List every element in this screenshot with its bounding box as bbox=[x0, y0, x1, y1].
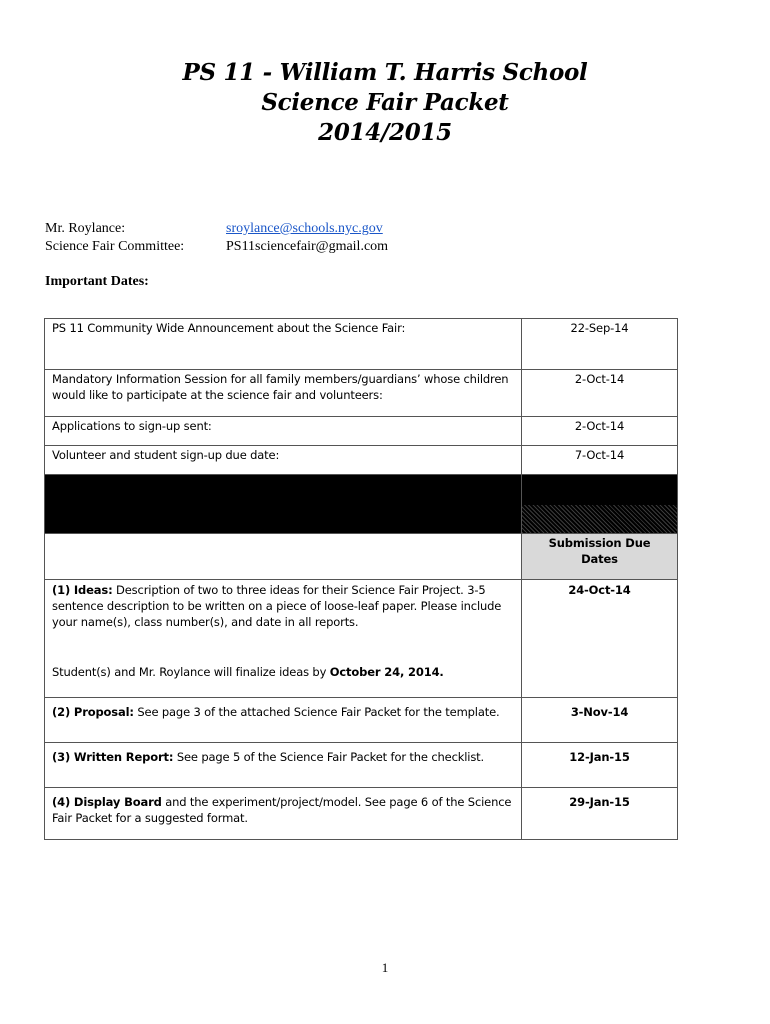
ideas-description bbox=[45, 580, 522, 656]
email-link[interactable]: sroylance@schools.nyc.gov bbox=[226, 221, 383, 236]
finalize-note bbox=[45, 656, 522, 698]
proposal-description bbox=[45, 698, 522, 743]
event-date: 2-Oct-14 bbox=[522, 370, 678, 417]
table-row bbox=[45, 788, 678, 840]
table-row bbox=[45, 580, 678, 656]
ideas-date: 24-Oct-14 bbox=[568, 583, 631, 597]
board-text: and the experiment/project/model. See page 6 of the Science Fair Packet for a suggested format. bbox=[52, 795, 512, 825]
proposal-text: See page 3 of the attached Science Fair Packet for the template. bbox=[133, 705, 500, 719]
page-number: 1 bbox=[381, 960, 389, 975]
board-label: (4) Display Board bbox=[52, 795, 162, 809]
contact-label: Science Fair Committee: bbox=[45, 239, 185, 254]
proposal-label: (2) Proposal: bbox=[52, 705, 134, 719]
table-row bbox=[45, 370, 678, 417]
event-text: Applications to sign-up sent: bbox=[45, 417, 522, 446]
finalize-text: Student(s) and Mr. Roylance will finalize ideas by bbox=[52, 664, 330, 679]
report-text: See page 5 of the Science Fair Packet for the checklist. bbox=[173, 750, 485, 764]
proposal-date: 3-Nov-14 bbox=[570, 705, 629, 719]
board-date: 29-Jan-15 bbox=[569, 795, 630, 809]
submission-header-row bbox=[45, 534, 678, 580]
board-date-cell bbox=[522, 788, 678, 840]
table-row bbox=[45, 417, 678, 446]
ideas-text: Description of two to three ideas for their Science Fair Project. 3-5 sentence description to be written on a piece of loose-leaf paper. Please include your name(s), class number(s), and date in all reports. bbox=[52, 583, 502, 629]
ideas-date-cell bbox=[522, 580, 678, 698]
empty-cell bbox=[45, 534, 522, 580]
contact-label: Mr. Roylance: bbox=[45, 221, 126, 236]
contact-row-committee bbox=[45, 238, 389, 256]
event-date: 7-Oct-14 bbox=[522, 446, 678, 475]
table-row bbox=[45, 319, 678, 370]
report-date: 12-Jan-15 bbox=[569, 750, 630, 764]
proposal-date-cell bbox=[522, 698, 678, 743]
table-row bbox=[45, 446, 678, 475]
report-description bbox=[45, 743, 522, 788]
event-text: Mandatory Information Session for all family members/guardians’ whose children would like to participate at the science fair and volunteers: bbox=[45, 370, 522, 417]
redacted-cell bbox=[45, 475, 522, 534]
event-text: PS 11 Community Wide Announcement about the Science Fair: bbox=[45, 319, 522, 370]
table-row bbox=[45, 743, 678, 788]
committee-email: PS11sciencefair@gmail.com bbox=[226, 239, 389, 254]
board-description bbox=[45, 788, 522, 840]
report-label: (3) Written Report: bbox=[52, 750, 174, 764]
important-dates-heading: Important Dates: bbox=[45, 274, 149, 289]
dates-table bbox=[44, 318, 678, 840]
document-subtitle: Science Fair Packet bbox=[261, 89, 509, 116]
event-text: Volunteer and student sign-up due date: bbox=[45, 446, 522, 475]
ideas-label: (1) Ideas: bbox=[52, 583, 113, 597]
finalize-date: October 24, 2014. bbox=[329, 664, 444, 679]
document-title: PS 11 - William T. Harris School bbox=[182, 59, 588, 86]
redacted-row bbox=[45, 475, 678, 534]
document-year: 2014/2015 bbox=[318, 119, 452, 146]
submission-due-dates-header: Submission Due Dates bbox=[522, 534, 678, 580]
table-row bbox=[45, 698, 678, 743]
event-date: 2-Oct-14 bbox=[522, 417, 678, 446]
contact-row-roylance bbox=[45, 220, 383, 238]
redacted-cell bbox=[522, 475, 678, 534]
report-date-cell bbox=[522, 743, 678, 788]
event-date: 22-Sep-14 bbox=[522, 319, 678, 370]
